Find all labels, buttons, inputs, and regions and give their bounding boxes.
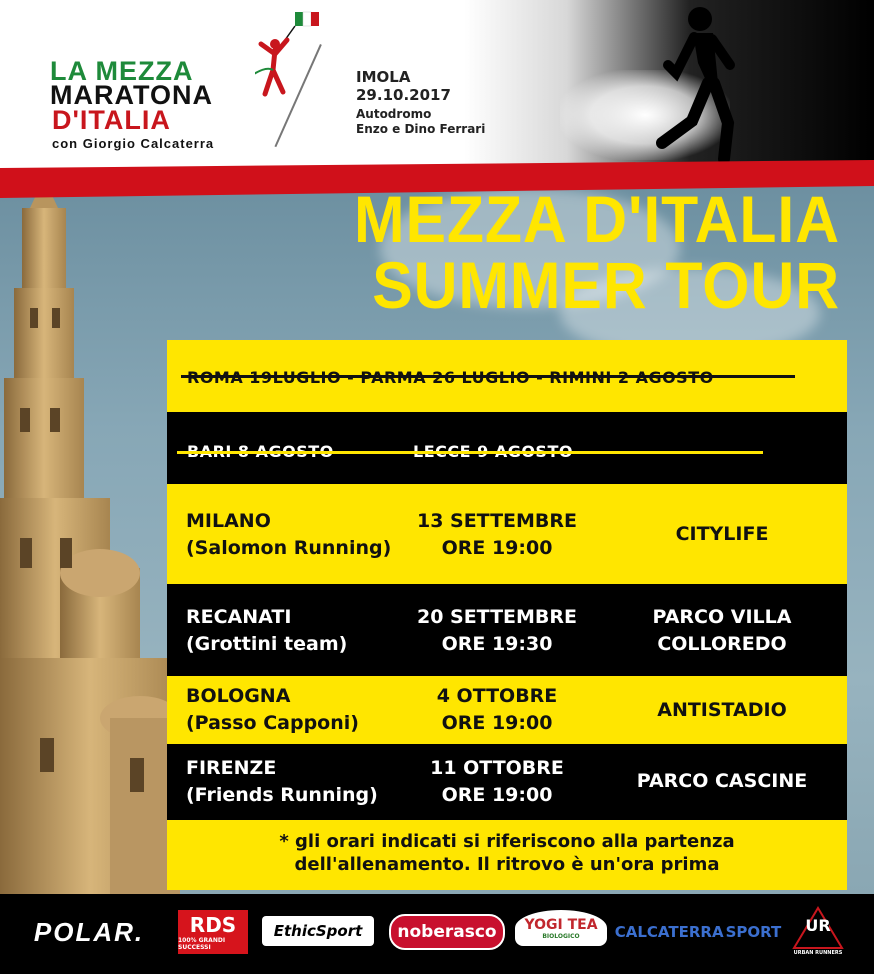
strike-line	[177, 451, 763, 454]
row-date: 4 OTTOBRE	[436, 685, 558, 707]
calcaterra-sport-logo	[614, 912, 782, 952]
row-datetime	[397, 508, 597, 562]
calcaterra-logo-text-b: SPORT	[725, 923, 782, 941]
ethicsport-logo: EthicSport	[262, 916, 374, 946]
row-time: ORE 19:30	[441, 633, 553, 655]
yogi-tea-logo-text: YOGI TEA	[524, 916, 598, 933]
row-place-line-1: PARCO CASCINE	[636, 770, 808, 792]
row-time: ORE 19:00	[441, 712, 553, 734]
row-group: (Salomon Running)	[186, 537, 392, 559]
row-location	[186, 683, 359, 737]
row-place	[607, 697, 837, 724]
row-place-line-1: CITYLIFE	[675, 523, 769, 545]
rds-logo-subtext: 100% GRANDI SUCCESSI	[178, 937, 226, 951]
event-venue-line-1: Autodromo	[356, 107, 432, 121]
row-place-line-1: PARCO VILLA	[652, 606, 792, 628]
cancelled-row-2	[167, 412, 847, 484]
schedule-row-bologna	[167, 676, 847, 744]
strike-line	[181, 375, 795, 378]
row-datetime	[397, 755, 597, 809]
yogi-tea-logo-subtext: BIOLOGICO	[542, 932, 580, 940]
urban-runners-logo-subtext: URBAN RUNNERS	[793, 950, 843, 956]
rds-logo	[178, 910, 248, 954]
row-place-line-2: COLLOREDO	[657, 633, 787, 655]
runner-silhouette-icon	[638, 3, 748, 163]
row-place	[607, 521, 837, 548]
event-date: 29.10.2017	[356, 86, 451, 104]
row-place	[607, 604, 837, 658]
logo-subtitle: con Giorgio Calcaterra	[52, 136, 215, 151]
row-datetime	[397, 604, 597, 658]
row-place-line-1: ANTISTADIO	[657, 699, 787, 721]
row-group: (Grottini team)	[186, 633, 348, 655]
urban-runners-logo-text: UR	[805, 916, 831, 935]
logo-line-3: D'ITALIA	[52, 105, 171, 135]
note-line-1: * gli orari indicati si riferiscono alla partenza	[279, 831, 735, 852]
cancelled-row-1	[167, 340, 847, 412]
row-group: (Passo Capponi)	[186, 712, 359, 734]
row-date: 20 SETTEMBRE	[416, 606, 578, 628]
polar-logo: POLAR.	[33, 916, 145, 947]
logo-line-2: MARATONA	[50, 80, 213, 110]
row-date: 11 OTTOBRE	[430, 757, 564, 779]
row-datetime	[397, 683, 597, 737]
row-time: ORE 19:00	[441, 784, 553, 806]
row-city: FIRENZE	[186, 757, 277, 779]
tour-title-line-1: MEZZA D'ITALIA	[353, 182, 840, 256]
noberasco-logo: noberasco	[389, 914, 505, 950]
schedule-row-milano	[167, 484, 847, 584]
event-venue	[356, 107, 485, 137]
row-city: RECANATI	[186, 606, 292, 628]
schedule-table	[167, 340, 847, 890]
yogi-tea-logo	[515, 910, 607, 946]
event-venue-line-2: Enzo e Dino Ferrari	[356, 122, 486, 136]
logo-line-1: LA MEZZA	[50, 56, 194, 86]
tour-title-line-2: SUMMER TOUR	[372, 248, 840, 322]
row-location	[186, 508, 391, 562]
urban-runners-logo	[790, 900, 846, 962]
row-time: ORE 19:00	[441, 537, 553, 559]
schedule-row-recanati	[167, 584, 847, 676]
row-date: 13 SETTEMBRE	[416, 510, 578, 532]
event-city: IMOLA	[356, 68, 411, 86]
schedule-note	[167, 820, 847, 890]
row-group: (Friends Running)	[186, 784, 378, 806]
row-city: MILANO	[186, 510, 271, 532]
row-location	[186, 755, 378, 809]
sponsor-bar	[0, 894, 874, 974]
header	[0, 0, 874, 178]
rds-logo-text: RDS	[189, 913, 237, 937]
schedule-row-firenze	[167, 744, 847, 820]
row-city: BOLOGNA	[186, 685, 291, 707]
calcaterra-logo-text-a: CALCATERRA	[614, 923, 724, 941]
row-location	[186, 604, 347, 658]
row-place	[607, 768, 837, 795]
note-line-2: dell'allenamento. Il ritrovo è un'ora prima	[294, 854, 720, 875]
tour-title	[310, 182, 840, 322]
